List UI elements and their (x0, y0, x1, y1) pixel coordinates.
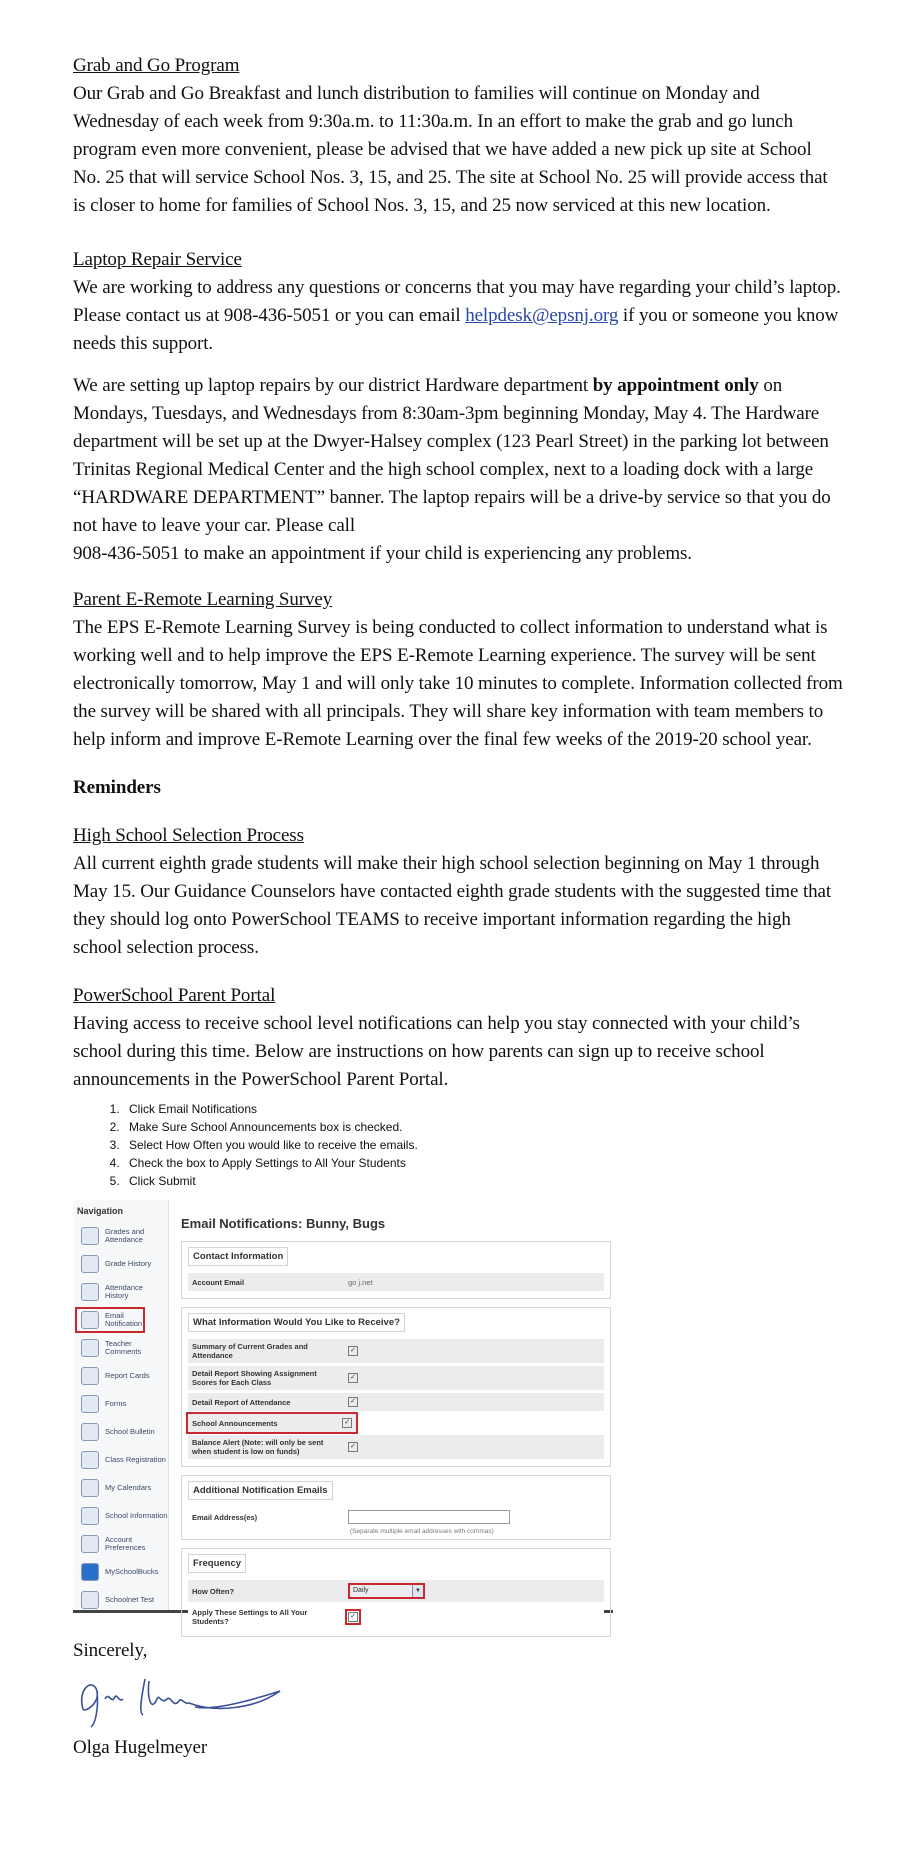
sidebar-item-forms[interactable]: Forms (73, 1392, 168, 1416)
additional-title: Additional Notification Emails (188, 1481, 333, 1500)
reminders-section (73, 774, 843, 802)
helpdesk-email-link[interactable]: helpdesk@epsnj.org (465, 305, 619, 326)
test-icon (81, 1591, 99, 1609)
reminders-heading: Reminders (73, 777, 161, 798)
report-card-icon (81, 1367, 99, 1385)
myschoolbucks-icon (81, 1563, 99, 1581)
account-email-value: go j.net (348, 1277, 373, 1287)
navigation-sidebar (73, 1200, 169, 1610)
letter-page (73, 52, 843, 1762)
apply-all-checkbox[interactable]: ✓ (348, 1612, 358, 1622)
balance-checkbox[interactable]: ✓ (348, 1442, 358, 1452)
apply-all-row: Apply These Settings to All Your Students? ✓ (188, 1605, 604, 1629)
frequency-box (181, 1548, 611, 1637)
sidebar-item-myschoolbucks[interactable]: MySchoolBucks (73, 1560, 168, 1584)
hs-selection-section (73, 822, 843, 962)
navigation-title: Navigation (77, 1206, 124, 1216)
bulletin-icon (81, 1423, 99, 1441)
grab-go-heading: Grab and Go Program (73, 55, 240, 76)
how-often-row: How Often? Daily ▼ (188, 1580, 604, 1602)
sidebar-item-teacher-comments[interactable]: Teacher Comments (73, 1336, 168, 1360)
laptop-heading: Laptop Repair Service (73, 249, 242, 270)
powerschool-screenshot (73, 1200, 613, 1626)
announcements-checkbox[interactable]: ✓ (344, 1419, 351, 1426)
laptop-appointment-section (73, 372, 843, 568)
sidebar-item-account-preferences[interactable]: Account Preferences (73, 1532, 168, 1556)
email-icon (81, 1311, 99, 1329)
attendance-icon (81, 1283, 99, 1301)
list-item: 2. Make Sure School Announcements box is checked. (123, 1118, 843, 1136)
laptop-p2-start: We are setting up laptop repairs by our district Hardware department (73, 375, 593, 396)
account-icon (81, 1535, 99, 1553)
survey-section (73, 586, 843, 754)
contact-title: Contact Information (188, 1247, 288, 1266)
comments-icon (81, 1339, 99, 1357)
page-title: Email Notifications: Bunny, Bugs (181, 1216, 386, 1231)
calendar-icon (81, 1479, 99, 1497)
sidebar-item-attendance-history[interactable]: Attendance History (73, 1280, 168, 1304)
receive-options-box (181, 1307, 611, 1467)
survey-body: The EPS E-Remote Learning Survey is being conducted to collect information to understand what is working well and to help improve the EPS E-Remote Learning experience. The survey will be sent electronically tomorrow, May 1 and will only take 10 minutes to complete. Information collected from the survey will be shared with all principals. They will share key information with team members to help inform and improve E-Remote Learning over the final few weeks of the 2019-20 school year. (73, 617, 843, 750)
portal-heading: PowerSchool Parent Portal (73, 985, 276, 1006)
grades-icon (81, 1227, 99, 1245)
sidebar-item-grade-history[interactable]: Grade History (73, 1252, 168, 1276)
list-item: 3. Select How Often you would like to receive the emails. (123, 1136, 843, 1154)
detail-attendance-row: Detail Report of Attendance ✓ (188, 1393, 604, 1411)
hs-body: All current eighth grade students will make their high school selection beginning on May 1 through May 15. Our Guidance Counselors have contacted eighth grade students with the suggested time that they should log onto PowerSchool TEAMS to receive important information regarding the high school selection process. (73, 853, 832, 958)
list-item: 5. Click Submit (123, 1172, 843, 1190)
school-announcements-row: School Announcements ✓ (188, 1414, 356, 1432)
summary-checkbox[interactable]: ✓ (348, 1346, 358, 1356)
salutation: Sincerely, (73, 1640, 148, 1661)
appointment-only-bold: by appointment only (592, 375, 759, 396)
sidebar-item-school-information[interactable]: School Information (73, 1504, 168, 1528)
assignment-checkbox[interactable]: ✓ (348, 1373, 358, 1383)
attendance-checkbox[interactable]: ✓ (348, 1397, 358, 1407)
laptop-p2-last: 908-436-5051 to make an appointment if your child is experiencing any problems. (73, 543, 692, 564)
sidebar-item-my-calendars[interactable]: My Calendars (73, 1476, 168, 1500)
portal-section (73, 982, 843, 1626)
school-icon (81, 1507, 99, 1525)
list-item: 1. Click Email Notifications (123, 1100, 843, 1118)
sidebar-item-report-cards[interactable]: Report Cards (73, 1364, 168, 1388)
laptop-p2-rest: on Mondays, Tuesdays, and Wednesdays from 8:30am-3pm beginning Monday, May 4. The Hardware department will be set up at the Dwyer-Halsey complex (123 Pearl Street) in the parking lot between Trinitas Regional Medical Center and the high school complex, next to a loading dock with a large “HARDWARE DEPARTMENT” banner. The laptop repairs will be a drive-by service so that you do not have to leave your car. Please call (73, 375, 831, 536)
forms-icon (81, 1395, 99, 1413)
detail-assignment-row: Detail Report Showing Assignment Scores for Each Class ✓ (188, 1366, 604, 1390)
sidebar-item-grades[interactable]: Grades and Attendance (73, 1224, 168, 1248)
summary-grades-row: Summary of Current Grades and Attendance ✓ (188, 1339, 604, 1363)
laptop-body-end: if you or someone you know needs this support. (73, 305, 839, 354)
contact-information-box (181, 1241, 611, 1299)
additional-emails-box (181, 1475, 611, 1540)
signature-image (75, 1669, 285, 1729)
sidebar-item-class-registration[interactable]: Class Registration (73, 1448, 168, 1472)
frequency-title: Frequency (188, 1554, 246, 1573)
sidebar-item-school-bulletin[interactable]: School Bulletin (73, 1420, 168, 1444)
laptop-section (73, 246, 843, 358)
closing-block (73, 1637, 843, 1762)
portal-steps-list (73, 1100, 843, 1190)
email-addresses-input[interactable] (348, 1510, 510, 1524)
email-note: (Separate multiple email addresses with commas) (350, 1528, 494, 1535)
receive-title: What Information Would You Like to Receive? (188, 1313, 405, 1332)
email-notifications-panel (181, 1206, 611, 1645)
hs-heading: High School Selection Process (73, 825, 304, 846)
email-addresses-row: Email Address(es) (188, 1507, 604, 1527)
grab-go-body: Our Grab and Go Breakfast and lunch distribution to families will continue on Monday and Wednesday of each week from 9:30a.m. to 11:30a.m. In an effort to make the grab and go lunch program even more convenient, please be advised that we have added a new pick up site at School No. 25 that will service School Nos. 3, 15, and 25. The site at School No. 25 will provide access that is closer to home for families of School Nos. 3, 15, and 25 now serviced at this new location. (73, 83, 828, 216)
chevron-down-icon: ▼ (412, 1585, 423, 1597)
account-email-row: Account Email go j.net (188, 1273, 604, 1291)
sidebar-item-schoolnet-test[interactable]: Schoolnet Test (73, 1588, 168, 1612)
history-icon (81, 1255, 99, 1273)
grab-go-section (73, 52, 843, 220)
how-often-select[interactable]: Daily ▼ (348, 1583, 425, 1599)
balance-alert-row: Balance Alert (Note: will only be sent when student is low on funds) ✓ (188, 1435, 604, 1459)
laptop-body-start: We are working to address any questions or concerns that you may have regarding your child’s laptop. Please contact us at 908-436-5051 or you can email (73, 277, 841, 326)
survey-heading: Parent E-Remote Learning Survey (73, 589, 333, 610)
list-item: 4. Check the box to Apply Settings to All Your Students (123, 1154, 843, 1172)
sidebar-item-email-notification[interactable]: Email Notification (76, 1308, 144, 1332)
registration-icon (81, 1451, 99, 1469)
signer-name: Olga Hugelmeyer (73, 1737, 208, 1758)
portal-body: Having access to receive school level notifications can help you stay connected with your child’s school during this time. Below are instructions on how parents can sign up to receive school announcements in the PowerSchool Parent Portal. (73, 1013, 800, 1090)
